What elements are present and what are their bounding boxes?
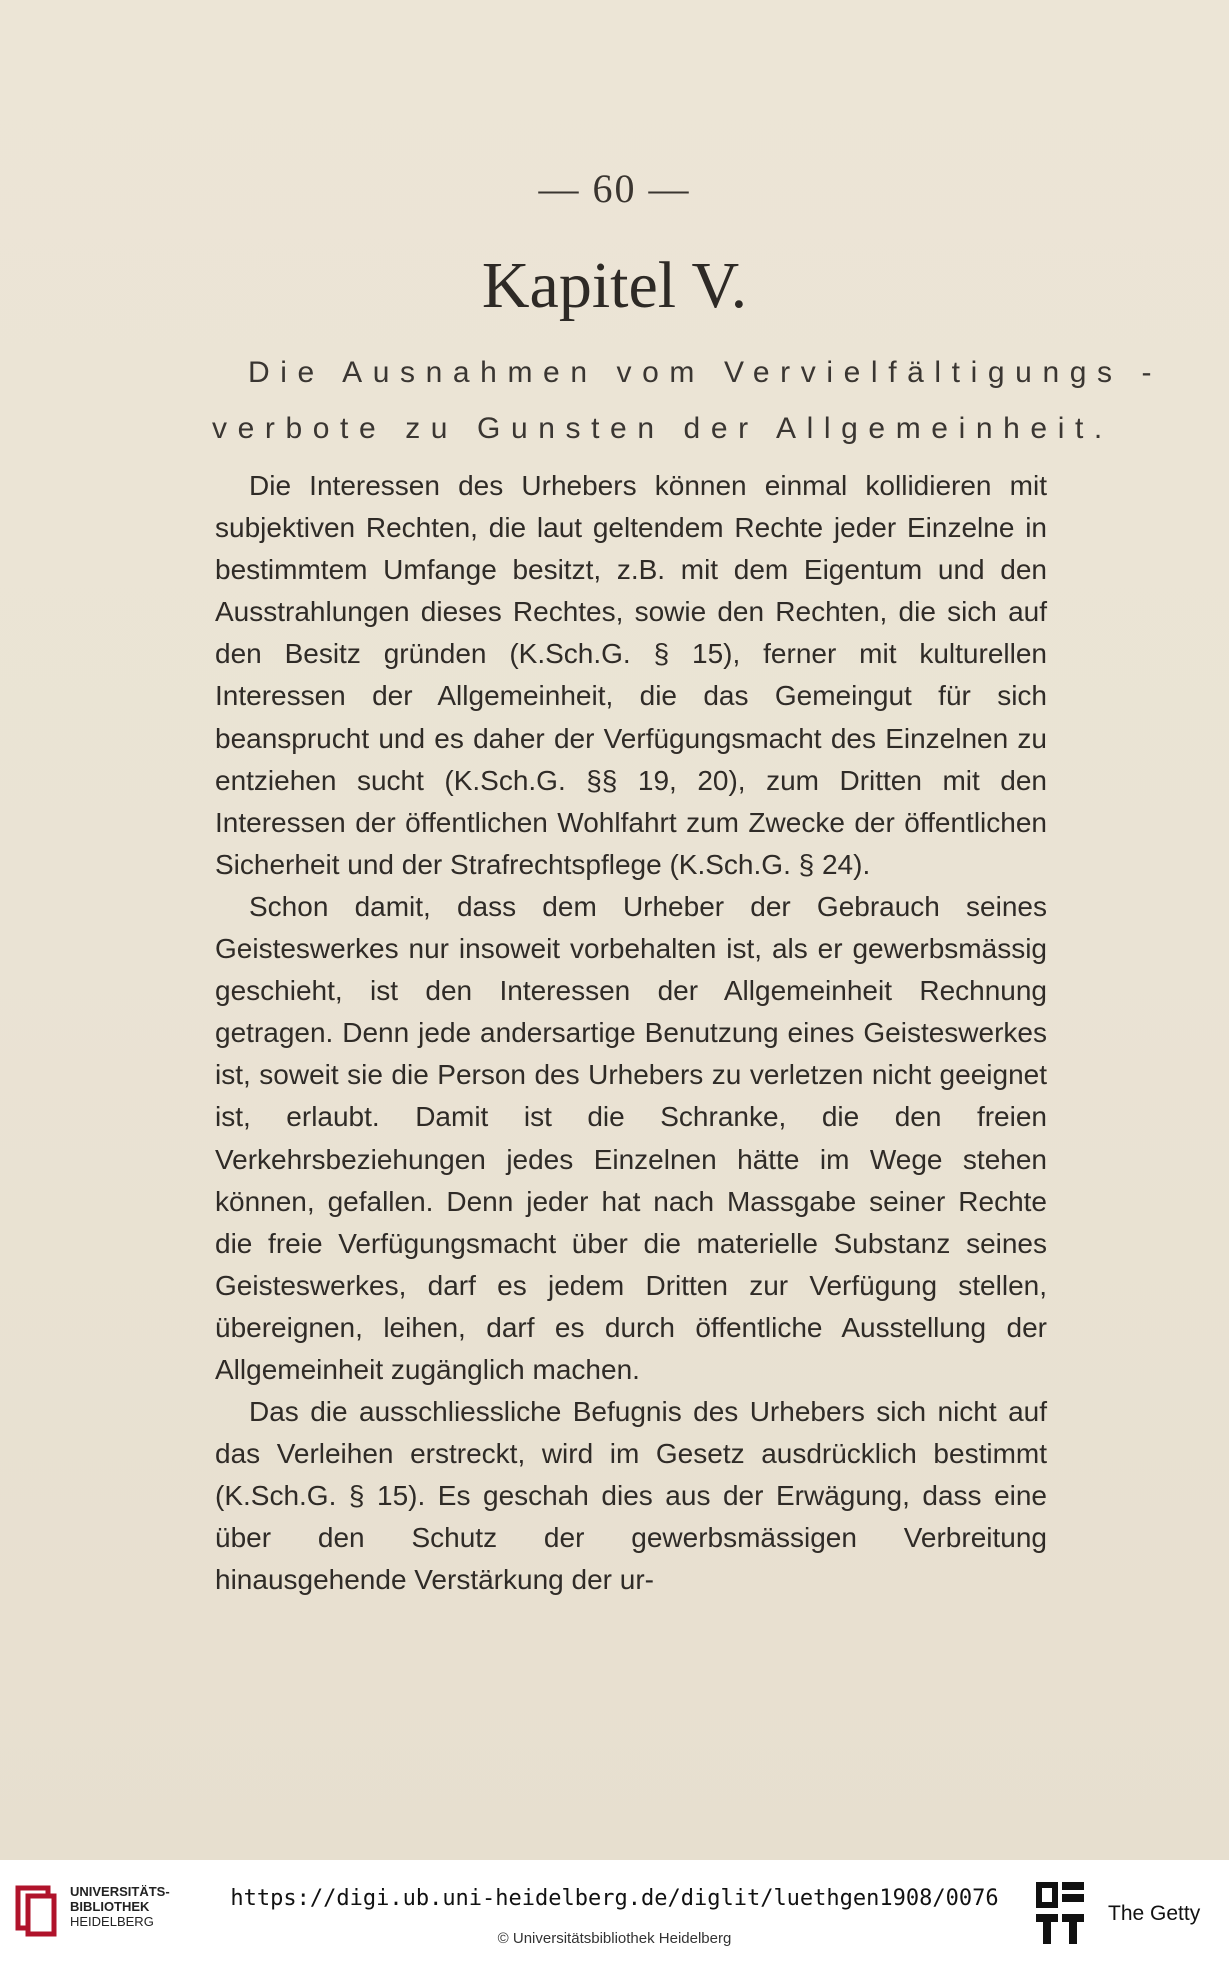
library-line-2: BIBLIOTHEK: [70, 1899, 150, 1914]
permalink-url[interactable]: https://digi.ub.uni-heidelberg.de/diglit/luethgen1908/0076: [230, 1886, 999, 1911]
paragraph-1: Die Interessen des Urhebers können einmal kollidieren mit subjektiven Rechten, die laut geltendem Rechte jeder Einzelne in bestimmtem Umfange besitzt, z.B. mit dem Eigentum und den Ausstrahlungen dieses Rechtes, sowie den Rechten, die sich auf den Besitz gründen (K.Sch.G. § 15), ferner mit kulturellen Interessen der Allgemeinheit, die das Gemeingut für sich beansprucht und es daher der Verfügungsmacht des Einzelnen zu entziehen sucht (K.Sch.G. §§ 19, 20), zum Dritten mit den Interessen der öffentlichen Wohlfahrt zum Zwecke der öffentlichen Sicherheit und der Strafrechtspflege (K.Sch.G. § 24).: [215, 470, 1047, 880]
getty-label: The Getty: [1108, 1902, 1201, 1925]
paragraph-2: Schon damit, dass dem Urheber der Gebrauch seines Geisteswerkes nur insoweit vorbehalten ist, als er gewerbsmässig geschieht, ist den Interessen der Allgemeinheit Rechnung getragen. Denn jede andersartige Benutzung eines Geisteswerkes ist, soweit sie die Person des Urhebers zu verletzen nicht geeignet ist, erlaubt. Damit ist die Schranke, die den freien Verkehrsbeziehungen jedes Einzelnen hätte im Wege stehen können, gefallen. Denn jeder hat nach Massgabe seiner Rechte die freie Verfügungsmacht über die materielle Substanz seines Geisteswerkes, darf es jedem Dritten zur Verfügung stellen, übereignen, leihen, darf es durch öffentliche Ausstellung der Allgemeinheit zugänglich machen.: [215, 890, 1047, 1385]
getty-logo-icon: [1034, 1880, 1088, 1946]
library-line-1: UNIVERSITÄTS-: [70, 1884, 170, 1899]
section-heading-line-1: Die Ausnahmen vom Vervielfältigungs -: [248, 356, 1163, 389]
library-line-3: HEIDELBERG: [70, 1914, 154, 1929]
paragraph-3: Das die ausschliessliche Befugnis des Urhebers sich nicht auf das Verleihen erstreckt, wird im Gesetz ausdrücklich bestimmt (K.Sch.G. § 15). Es geschah dies aus der Erwägung, dass eine über den Schutz der gewerbsmässigen Verbreitung hinausgehende Verstärkung der ur-: [215, 1396, 1047, 1596]
footer-bar: [0, 1860, 1229, 1965]
page-number: — 60 —: [538, 166, 691, 211]
body-text: [215, 465, 1047, 1602]
copyright-notice: © Universitätsbibliothek Heidelberg: [497, 1930, 732, 1947]
section-heading-line-2: verbote zu Gunsten der Allgemeinheit.: [212, 412, 1113, 445]
chapter-title: Kapitel V.: [481, 249, 748, 322]
